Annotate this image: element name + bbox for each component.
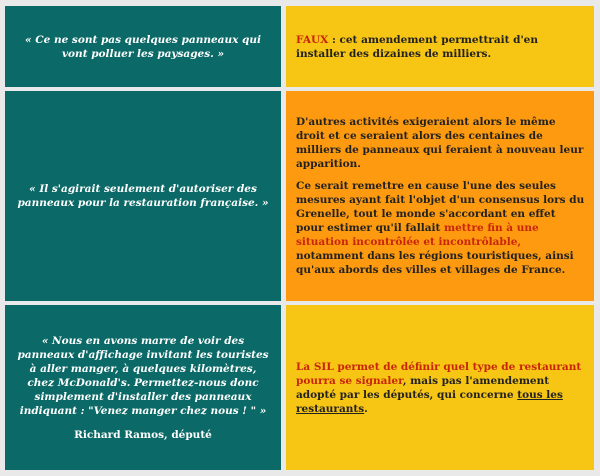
answer-text-1: [296, 33, 586, 61]
verdict-label: FAUX: [296, 33, 329, 46]
answer-1-text: : cet amendement permettrait d'en installer des dizaines de milliers.: [296, 33, 538, 60]
claim-cell-3: [5, 305, 281, 470]
claim-text-2: « Il s'agirait seulement d'autoriser des panneaux pour la restauration française. »: [17, 183, 269, 209]
claim-text-1: « Ce ne sont pas quelques panneaux qui vont polluer les paysages. »: [25, 33, 261, 60]
answer-cell-3: [286, 305, 594, 470]
claim-text-3: « Nous en avons marre de voir des panneaux d'affichage invitant les touristes à aller manger, à quelques kilomètres, chez McDonald's. Permettez-nous donc simplement d'installer des panneaux indiquant : "Venez manger chez nous ! " »: [17, 334, 269, 417]
claim-cell-2: [5, 91, 281, 301]
answer-3-underlined: tous les restaurants: [296, 388, 563, 415]
answer-cell-2: [286, 91, 594, 301]
answer-2-highlight: mettre fin à une situation incontrôlée et incontrôlable,: [296, 222, 539, 248]
quote-author: Richard Ramos, député: [74, 428, 212, 441]
answer-3-highlight: La SIL permet de définir quel type de restaurant pourra se signaler: [296, 360, 582, 387]
answer-3-middle: , mais pas l'amendement adopté par les députés, qui concerne: [296, 374, 550, 401]
answer-3-end: .: [364, 402, 368, 415]
answer-2-text-after: notamment dans les régions touristiques, ainsi qu'aux abords des villes et villages de France.: [296, 250, 574, 276]
answer-2-paragraph-1: D'autres activités exigeraient alors le même droit et ce seraient alors des centaines de milliers de panneaux qui feraient à nouveau leur apparition.: [296, 116, 584, 170]
answer-cell-1: [286, 6, 594, 87]
answer-text-3: [296, 360, 586, 416]
answer-2-text-before: Ce serait remettre en cause l'une des seules mesures ayant fait l'objet d'un consensus lors du Grenelle, tout le monde s'accordant en effet pour estimer qu'il fallait: [296, 180, 585, 234]
answer-2-paragraph-2: [296, 179, 586, 277]
claim-cell-1: [5, 6, 281, 87]
